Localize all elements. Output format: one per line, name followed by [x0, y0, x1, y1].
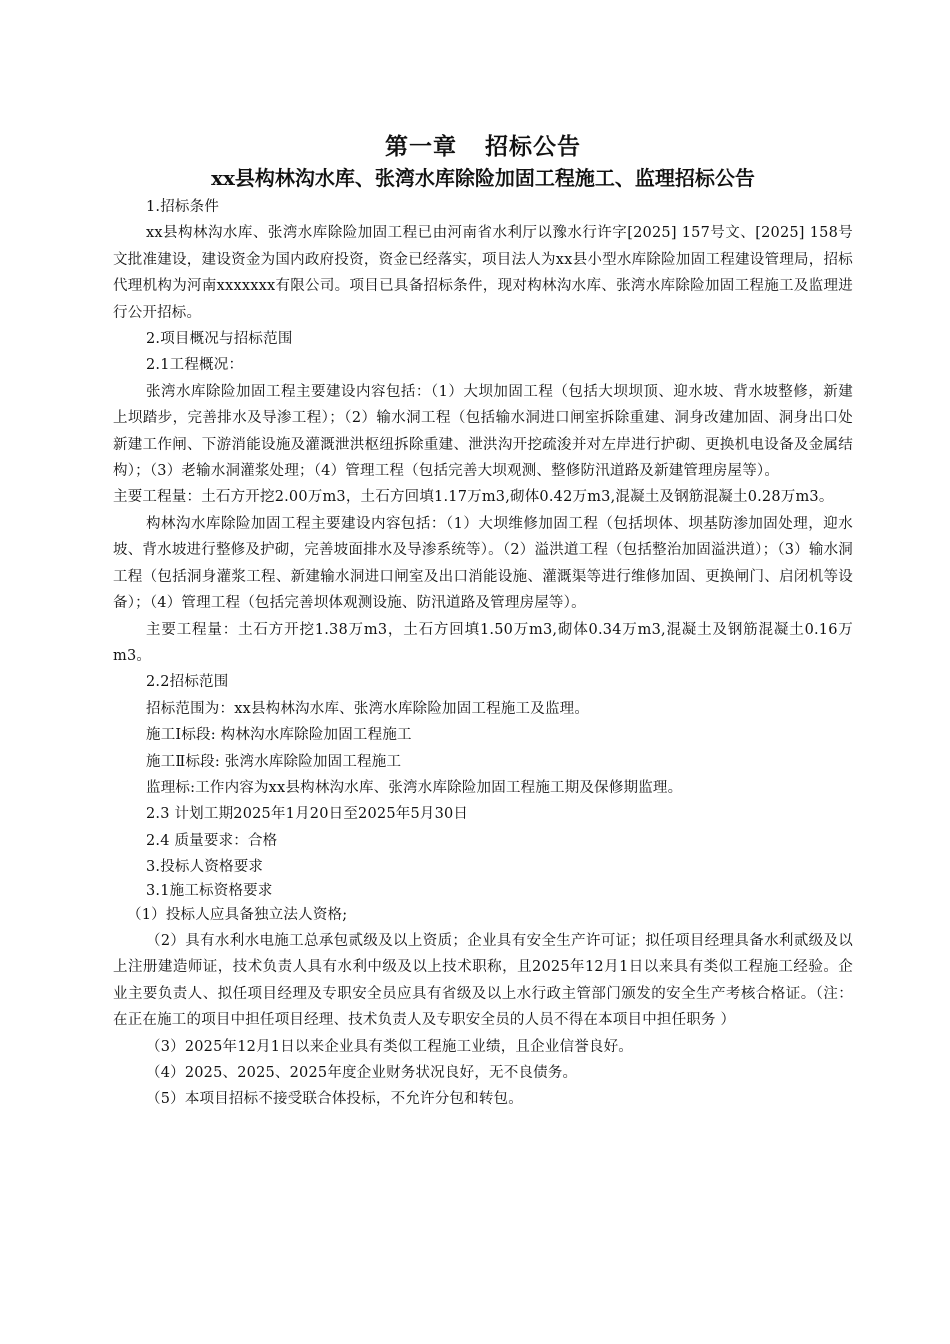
heading-2-2: 2.2招标范围 — [146, 674, 229, 691]
paragraph-scope: 招标范围为：xx县构林沟水库、张湾水库除险加固工程施工及监理。 — [146, 700, 590, 717]
requirement-5: （5）本项目招标不接受联合体投标，不允许分包和转包。 — [146, 1091, 523, 1108]
heading-2: 2.项目概况与招标范围 — [146, 331, 293, 348]
requirement-2: （2）具有水利水电施工总承包贰级及以上资质；企业具有安全生产许可证；拟任项目经理具备水利贰级及以上注册建造师证，技术负责人具有水利中级及以上技术职称，且2025年12月1日以来具有类似工程施工经验。企业主要负责人、拟任项目经理及专职安全员应具有省级及以上水行政主管部门颁发的安全生产考核合格证。（注：在正在施工的项目中担任项目经理、技术负责人及专职安全员的人员不得在本项目中担任职务 ） — [113, 932, 853, 1029]
heading-1: 1.招标条件 — [146, 199, 220, 215]
paragraph-lot-1: 施工Ⅰ标段: 构林沟水库除险加固工程施工 — [146, 727, 412, 744]
heading-2-4: 2.4 质量要求：合格 — [146, 832, 278, 849]
paragraph-goulingou-quantities: 主要工程量：土石方开挖1.38万m3，土石方回填1.50万m3,砌体0.34万m3,混凝土及钢筋混凝土0.16万m3。 — [113, 621, 853, 664]
paragraph-zhangwan-quantities: 主要工程量：土石方开挖2.00万m3，土石方回填1.17万m3,砌体0.42万m3,混凝土及钢筋混凝土0.28万m3。 — [113, 489, 834, 506]
paragraph-goulingou-content: 构林沟水库除险加固工程主要建设内容包括：（1）大坝维修加固工程（包括坝体、坝基防渗加固处理，迎水坡、背水坡进行整修及护砌，完善坡面排水及导渗系统等）。（2）溢洪道工程（包括整治加固溢洪道）；（3）输水洞工程（包括洞身灌浆工程、新建输水洞进口闸室及出口消能设施、灌溉渠等进行维修加固、更换闸门、启闭机等设备）；（4）管理工程（包括完善坝体观测设施、防汛道路及管理房屋等）。 — [113, 515, 853, 612]
document-content — [113, 132, 853, 1113]
requirement-1: （1）投标人应具备独立法人资格; — [127, 906, 348, 923]
chapter-number: 第一章 — [385, 133, 457, 160]
requirement-4: （4）2025、2025、2025年度企业财务状况良好，无不良债务。 — [146, 1065, 578, 1081]
heading-3-1: 3.1施工标资格要求 — [146, 882, 273, 899]
paragraph-tender-conditions: xx县构林沟水库、张湾水库除险加固工程已由河南省水利厅以豫水行许字[2025] 157号文、[2025] 158号文批准建设，建设资金为国内政府投资，资金已经落实，项目法人为xx县小型水库除险加固工程建设管理局，招标代理机构为河南xxxxxxx有限公司。项目已具备招标条件，现对构林沟水库、张湾水库除险加固工程施工及监理进行公开招标。 — [113, 225, 853, 321]
paragraph-zhangwan-content: 张湾水库除险加固工程主要建设内容包括：（1）大坝加固工程（包括大坝坝顶、迎水坡、背水坡整修，新建上坝踏步，完善排水及导渗工程）；（2）输水洞工程（包括输水洞进口闸室拆除重建、洞身改建加固、洞身出口处新建工作闸、下游消能设施及灌溉泄洪枢纽拆除重建、泄洪沟开挖疏浚并对左岸进行护砌、更换机电设备及金属结构）；（3）老输水洞灌浆处理；（4）管理工程（包括完善大坝观测、整修防汛道路及新建管理房屋等）。 — [113, 383, 853, 480]
heading-2-1: 2.1工程概况： — [146, 357, 244, 374]
requirement-3: （3）2025年12月1日以来企业具有类似工程施工业绩，且企业信誉良好。 — [146, 1038, 634, 1055]
chapter-title — [113, 132, 853, 162]
heading-3: 3.投标人资格要求 — [146, 859, 264, 876]
notice-title: xx县构林沟水库、张湾水库除险加固工程施工、监理招标公告 — [211, 166, 755, 190]
paragraph-supervision-lot: 监理标:工作内容为xx县构林沟水库、张湾水库除险加固工程施工期及保修期监理。 — [146, 779, 683, 796]
chapter-name: 招标公告 — [485, 133, 581, 160]
heading-2-3: 2.3 计划工期2025年1月20日至2025年5月30日 — [146, 806, 469, 823]
paragraph-lot-2: 施工Ⅱ标段: 张湾水库除险加固工程施工 — [146, 753, 402, 770]
